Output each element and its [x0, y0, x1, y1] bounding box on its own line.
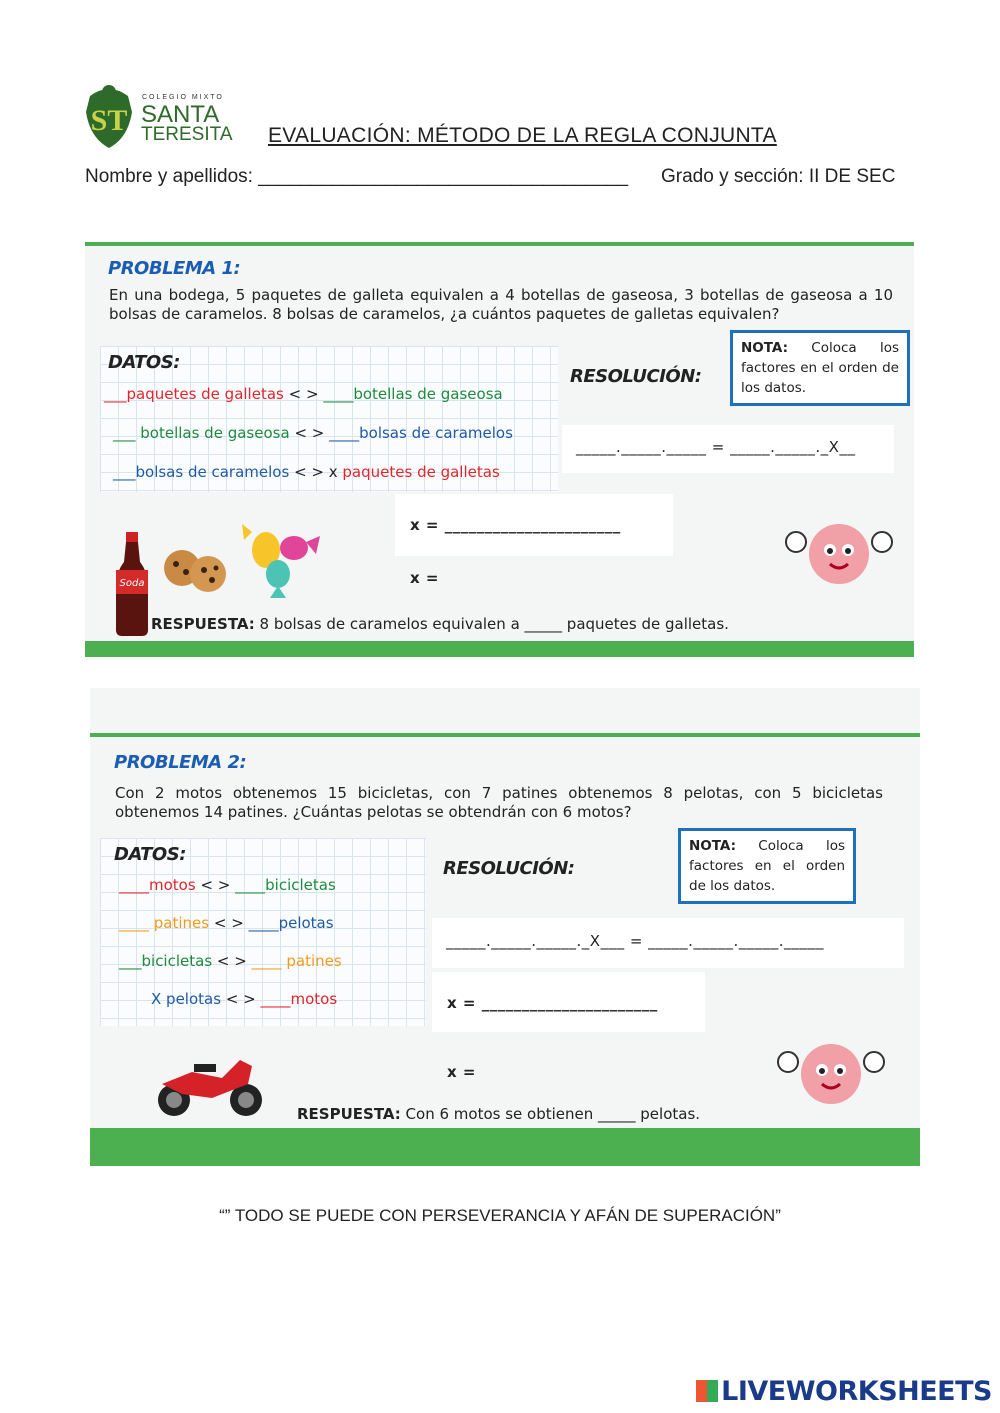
- dato-left[interactable]: ___bolsas de caramelos: [113, 463, 290, 481]
- motorcycle-icon: [152, 1054, 268, 1122]
- soda-bottle-icon: [112, 532, 152, 640]
- answer-input[interactable]: Con 6 motos se obtienen _____ pelotas.: [400, 1105, 701, 1123]
- equation-input[interactable]: _____._____._____ = _____._____._X__: [576, 438, 856, 456]
- nota-bold: NOTA:: [741, 340, 789, 356]
- dato-left[interactable]: ___ botellas de gaseosa: [113, 424, 290, 442]
- dato-row: [113, 463, 500, 481]
- dato-left[interactable]: ___bicicletas: [119, 952, 213, 970]
- svg-text:Soda: Soda: [119, 578, 145, 589]
- name-field[interactable]: Nombre y apellidos: ___________________________________: [85, 166, 629, 187]
- dato-row: [119, 876, 336, 894]
- resolucion-label: RESOLUCIÓN:: [570, 366, 702, 387]
- answer-label: RESPUESTA:: [297, 1105, 401, 1123]
- candies-icon: [238, 522, 322, 602]
- answer-label: RESPUESTA:: [151, 615, 255, 633]
- divider: [90, 733, 920, 737]
- nota-text: Coloca los factores en el orden de los datos.: [741, 340, 899, 396]
- equiv-symbol: < >: [288, 385, 319, 403]
- brand-icon: [696, 1380, 718, 1402]
- answer-line: [151, 615, 729, 633]
- page-title: EVALUACIÓN: MÉTODO DE LA REGLA CONJUNTA: [268, 124, 777, 147]
- svg-text:SANTA: SANTA: [141, 101, 220, 128]
- dato-right[interactable]: ____bolsas de caramelos: [329, 424, 513, 442]
- brand-text: LIVEWORKSHEETS: [721, 1376, 992, 1407]
- brain-mascot-icon: [776, 1036, 886, 1112]
- x-result-input[interactable]: x =: [410, 569, 439, 587]
- equiv-symbol: < >: [200, 876, 231, 894]
- nota-box: [730, 330, 910, 406]
- svg-text:COLEGIO MIXTO: COLEGIO MIXTO: [142, 94, 224, 101]
- dato-left: X pelotas: [151, 990, 222, 1008]
- svg-text:TERESITA: TERESITA: [141, 124, 233, 145]
- answer-line: [297, 1105, 700, 1123]
- answer-input[interactable]: 8 bolsas de caramelos equivalen a _____ paquetes de galletas.: [254, 615, 729, 633]
- x-line-input[interactable]: x = ______________________: [447, 994, 658, 1012]
- equiv-symbol: < >: [294, 424, 325, 442]
- dato-left[interactable]: ____motos: [119, 876, 196, 894]
- dato-right[interactable]: ____ patines: [251, 952, 342, 970]
- dato-left[interactable]: ___paquetes de galletas: [104, 385, 284, 403]
- dato-right[interactable]: ____botellas de gaseosa: [323, 385, 503, 403]
- motivational-quote: “” TODO SE PUEDE CON PERSEVERANCIA Y AFÁN DE SUPERACIÓN”: [219, 1206, 781, 1225]
- dato-right: paquetes de galletas: [342, 463, 500, 481]
- equiv-symbol: < >: [225, 990, 256, 1008]
- equiv-symbol: < >: [213, 914, 244, 932]
- nota-text: Coloca los factores en el orden de los datos.: [689, 838, 845, 894]
- dato-right[interactable]: ____pelotas: [248, 914, 334, 932]
- divider: [85, 242, 914, 246]
- brain-mascot-icon: [784, 516, 894, 592]
- nota-box: [678, 828, 856, 904]
- school-logo: [82, 82, 237, 150]
- grade-label: Grado y sección: II DE SEC: [661, 166, 896, 187]
- problem1-title: PROBLEMA 1:: [108, 258, 241, 279]
- datos-label: DATOS:: [114, 844, 186, 865]
- bottom-bar: [90, 1128, 920, 1166]
- cookies-icon: [160, 548, 232, 598]
- problem2-title: PROBLEMA 2:: [114, 752, 247, 773]
- bottom-bar: [85, 641, 914, 657]
- resolucion-label: RESOLUCIÓN:: [443, 858, 575, 879]
- dato-row: [119, 914, 334, 932]
- dato-row: [104, 385, 503, 403]
- problem1-text: En una bodega, 5 paquetes de galleta equivalen a 4 botellas de gaseosa, 3 botellas de gaseosa a 10 bolsas de caramelos. 8 bolsas de caramelos, ¿a cuántos paquetes de galletas equivalen?: [109, 286, 893, 323]
- dato-right[interactable]: ____motos: [260, 990, 338, 1008]
- equiv-symbol: < > x: [294, 463, 338, 481]
- liveworksheets-logo[interactable]: [696, 1376, 992, 1407]
- datos-label: DATOS:: [108, 352, 180, 373]
- dato-left[interactable]: ____ patines: [119, 914, 210, 932]
- dato-row: [113, 424, 513, 442]
- x-line-input[interactable]: x = ______________________: [410, 516, 621, 534]
- svg-text:ST: ST: [90, 104, 128, 137]
- x-result-input[interactable]: x =: [447, 1063, 476, 1081]
- problem2-text: Con 2 motos obtenemos 15 bicicletas, con 7 patines obtenemos 8 pelotas, con 5 bicicletas obtenemos 14 patines. ¿Cuántas pelotas se obtendrán con 6 motos?: [115, 784, 883, 821]
- equiv-symbol: < >: [216, 952, 247, 970]
- dato-row: [151, 990, 337, 1008]
- equation-input[interactable]: _____._____._____._X___ = _____._____._____._____: [446, 932, 824, 950]
- nota-bold: NOTA:: [689, 838, 737, 854]
- dato-right[interactable]: ____bicicletas: [235, 876, 336, 894]
- dato-row: [119, 952, 342, 970]
